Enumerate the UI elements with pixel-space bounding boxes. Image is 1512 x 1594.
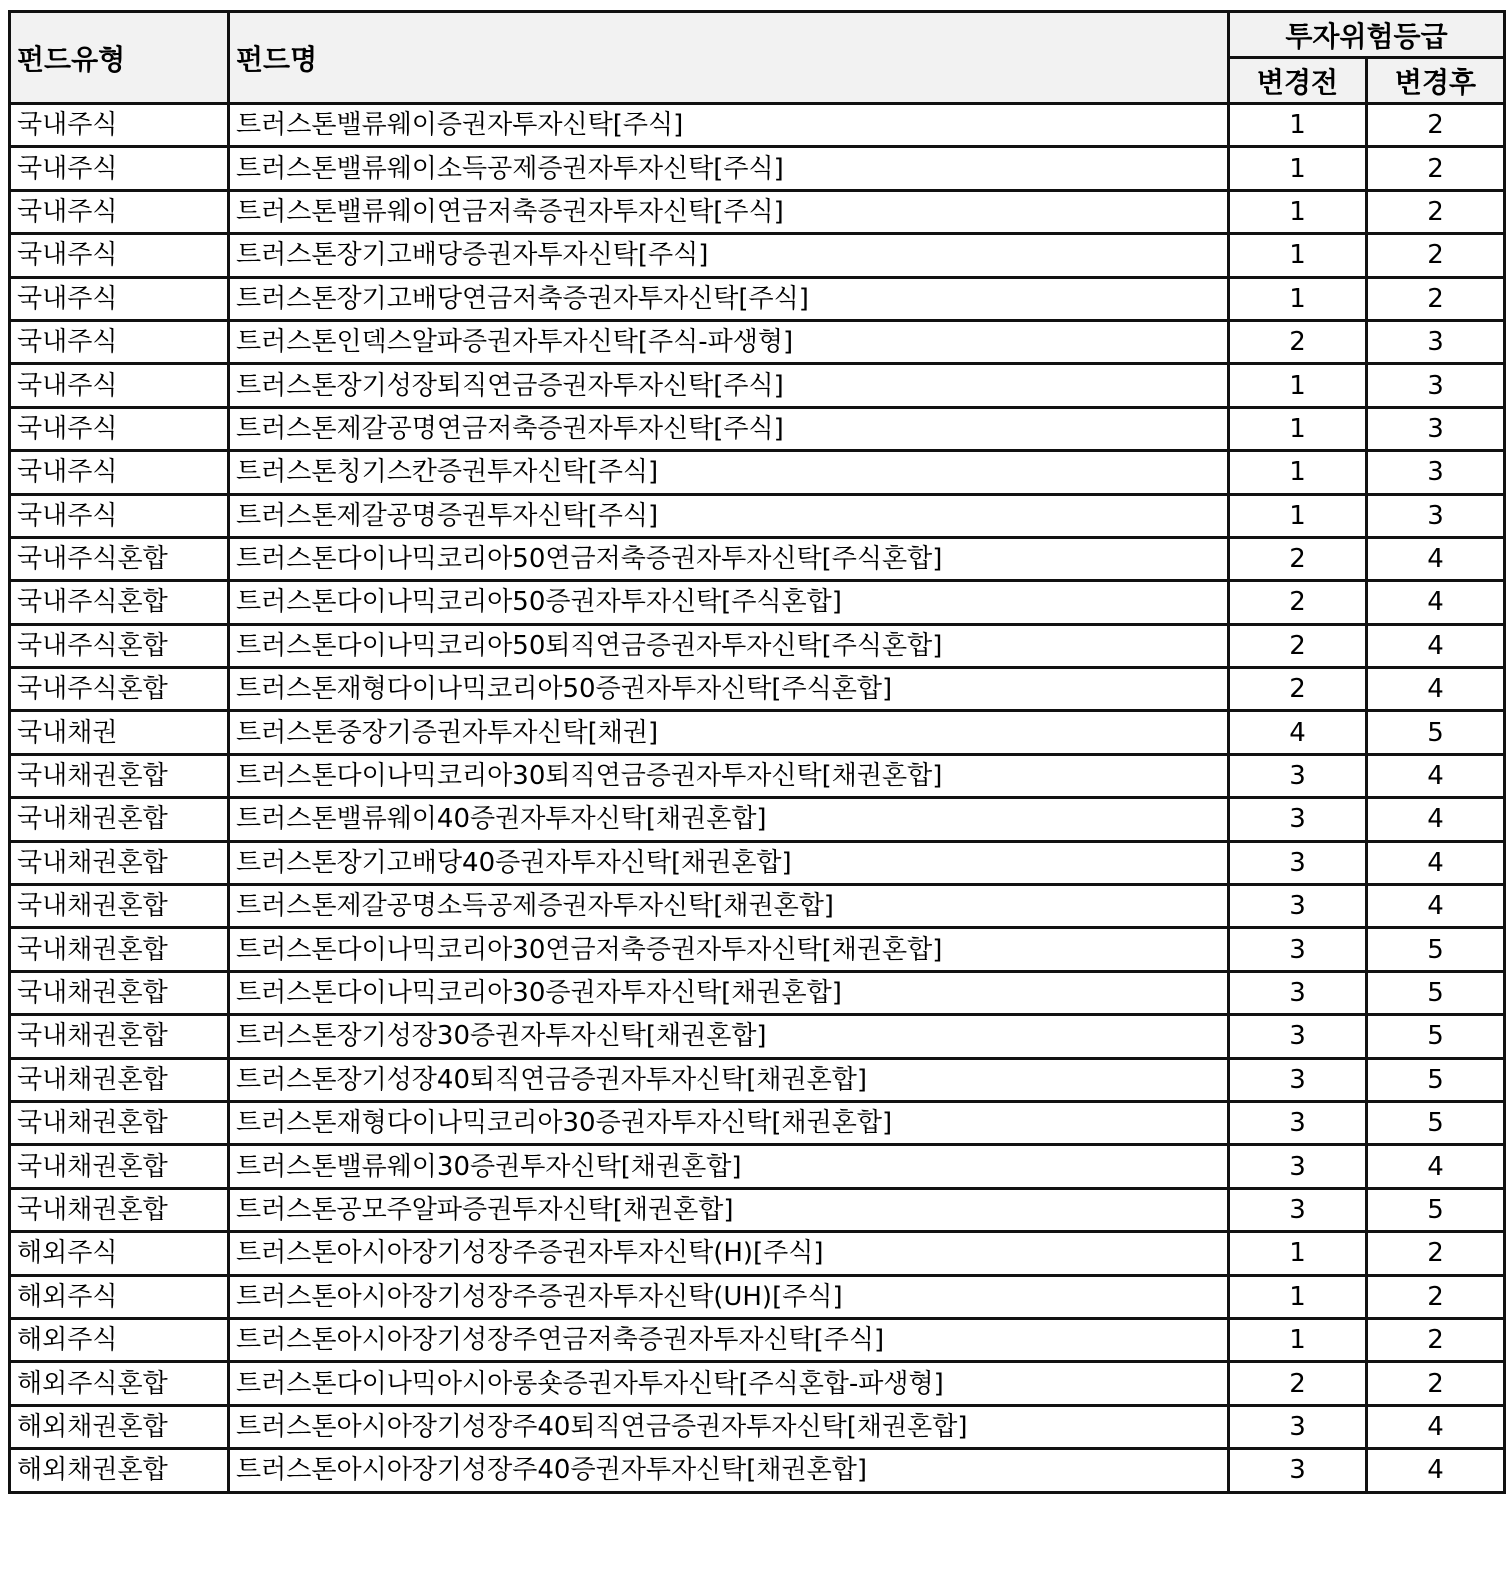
fund-type-cell: 국내채권혼합: [10, 1188, 229, 1231]
fund-name-cell: 트러스톤장기성장40퇴직연금증권자투자신탁[채권혼합]: [229, 1058, 1229, 1101]
table-row: [10, 711, 1505, 754]
table-row: [10, 885, 1505, 928]
risk-before-cell: 1: [1229, 364, 1367, 407]
table-header: [10, 12, 1505, 104]
fund-name-cell: 트러스톤다이나믹코리아30퇴직연금증권자투자신탁[채권혼합]: [229, 754, 1229, 797]
fund-name-cell: 트러스톤다이나믹코리아50연금저축증권자투자신탁[주식혼합]: [229, 537, 1229, 580]
fund-type-cell: 국내채권혼합: [10, 1058, 229, 1101]
fund-type-cell: 해외주식: [10, 1232, 229, 1275]
fund-name-cell: 트러스톤아시아장기성장주증권자투자신탁(UH)[주식]: [229, 1275, 1229, 1318]
fund-name-cell: 트러스톤밸류웨이소득공제증권자투자신탁[주식]: [229, 147, 1229, 190]
risk-before-cell: 2: [1229, 1362, 1367, 1405]
fund-name-cell: 트러스톤아시아장기성장주증권자투자신탁(H)[주식]: [229, 1232, 1229, 1275]
table-row: [10, 754, 1505, 797]
fund-type-cell: 국내채권: [10, 711, 229, 754]
risk-after-cell: 2: [1367, 1232, 1505, 1275]
table-row: [10, 928, 1505, 971]
table-row: [10, 537, 1505, 580]
risk-after-cell: 4: [1367, 537, 1505, 580]
risk-after-cell: 4: [1367, 754, 1505, 797]
risk-after-cell: 5: [1367, 1015, 1505, 1058]
risk-after-cell: 2: [1367, 104, 1505, 147]
table-row: [10, 494, 1505, 537]
table-row: [10, 407, 1505, 450]
fund-name-cell: 트러스톤제갈공명연금저축증권자투자신탁[주식]: [229, 407, 1229, 450]
fund-type-cell: 국내주식: [10, 451, 229, 494]
table-row: [10, 277, 1505, 320]
fund-name-cell: 트러스톤밸류웨이30증권투자신탁[채권혼합]: [229, 1145, 1229, 1188]
fund-name-cell: 트러스톤장기고배당증권자투자신탁[주식]: [229, 234, 1229, 277]
risk-before-cell: 3: [1229, 798, 1367, 841]
fund-type-cell: 국내채권혼합: [10, 841, 229, 884]
header-after: 변경후: [1367, 58, 1505, 104]
fund-type-cell: 국내주식혼합: [10, 624, 229, 667]
risk-after-cell: 2: [1367, 147, 1505, 190]
risk-after-cell: 2: [1367, 277, 1505, 320]
table-row: [10, 971, 1505, 1014]
fund-type-cell: 국내주식: [10, 494, 229, 537]
table-row: [10, 1318, 1505, 1361]
fund-name-cell: 트러스톤밸류웨이40증권자투자신탁[채권혼합]: [229, 798, 1229, 841]
fund-name-cell: 트러스톤재형다이나믹코리아30증권자투자신탁[채권혼합]: [229, 1101, 1229, 1144]
fund-name-cell: 트러스톤인덱스알파증권자투자신탁[주식-파생형]: [229, 320, 1229, 363]
risk-after-cell: 2: [1367, 1275, 1505, 1318]
risk-after-cell: 4: [1367, 1145, 1505, 1188]
risk-after-cell: 4: [1367, 798, 1505, 841]
fund-name-cell: 트러스톤다이나믹코리아50증권자투자신탁[주식혼합]: [229, 581, 1229, 624]
fund-name-cell: 트러스톤아시아장기성장주40증권자투자신탁[채권혼합]: [229, 1449, 1229, 1492]
table-row: [10, 147, 1505, 190]
fund-name-cell: 트러스톤장기고배당40증권자투자신탁[채권혼합]: [229, 841, 1229, 884]
risk-after-cell: 2: [1367, 190, 1505, 233]
fund-type-cell: 국내주식혼합: [10, 668, 229, 711]
risk-after-cell: 2: [1367, 1362, 1505, 1405]
fund-name-cell: 트러스톤밸류웨이증권자투자신탁[주식]: [229, 104, 1229, 147]
risk-before-cell: 4: [1229, 711, 1367, 754]
fund-type-cell: 국내주식: [10, 234, 229, 277]
fund-type-cell: 국내주식: [10, 104, 229, 147]
risk-after-cell: 3: [1367, 451, 1505, 494]
risk-before-cell: 1: [1229, 494, 1367, 537]
fund-name-cell: 트러스톤장기성장30증권자투자신탁[채권혼합]: [229, 1015, 1229, 1058]
risk-before-cell: 1: [1229, 407, 1367, 450]
fund-type-cell: 국내채권혼합: [10, 928, 229, 971]
risk-after-cell: 3: [1367, 364, 1505, 407]
table-row: [10, 841, 1505, 884]
risk-before-cell: 2: [1229, 668, 1367, 711]
risk-before-cell: 1: [1229, 1318, 1367, 1361]
table-row: [10, 1449, 1505, 1492]
fund-name-cell: 트러스톤중장기증권자투자신탁[채권]: [229, 711, 1229, 754]
fund-name-cell: 트러스톤제갈공명소득공제증권자투자신탁[채권혼합]: [229, 885, 1229, 928]
risk-after-cell: 4: [1367, 1449, 1505, 1492]
risk-before-cell: 3: [1229, 971, 1367, 1014]
table-row: [10, 624, 1505, 667]
header-fund-name: 펀드명: [229, 12, 1229, 104]
fund-type-cell: 국내채권혼합: [10, 1015, 229, 1058]
risk-before-cell: 3: [1229, 928, 1367, 971]
fund-type-cell: 국내주식: [10, 277, 229, 320]
fund-name-cell: 트러스톤다이나믹아시아롱숏증권자투자신탁[주식혼합-파생형]: [229, 1362, 1229, 1405]
fund-name-cell: 트러스톤공모주알파증권투자신탁[채권혼합]: [229, 1188, 1229, 1231]
table-row: [10, 581, 1505, 624]
fund-risk-table: [8, 10, 1506, 1494]
fund-type-cell: 해외주식혼합: [10, 1362, 229, 1405]
fund-type-cell: 해외주식: [10, 1318, 229, 1361]
fund-type-cell: 국내주식: [10, 320, 229, 363]
table-row: [10, 1101, 1505, 1144]
fund-type-cell: 국내주식: [10, 190, 229, 233]
fund-type-cell: 국내채권혼합: [10, 754, 229, 797]
risk-after-cell: 4: [1367, 1405, 1505, 1448]
table-row: [10, 364, 1505, 407]
header-row-1: [10, 12, 1505, 58]
table-row: [10, 1405, 1505, 1448]
fund-name-cell: 트러스톤다이나믹코리아50퇴직연금증권자투자신탁[주식혼합]: [229, 624, 1229, 667]
risk-before-cell: 2: [1229, 624, 1367, 667]
risk-after-cell: 5: [1367, 1101, 1505, 1144]
risk-after-cell: 4: [1367, 581, 1505, 624]
risk-before-cell: 2: [1229, 537, 1367, 580]
fund-name-cell: 트러스톤다이나믹코리아30증권자투자신탁[채권혼합]: [229, 971, 1229, 1014]
risk-after-cell: 4: [1367, 668, 1505, 711]
header-fund-type: 펀드유형: [10, 12, 229, 104]
fund-type-cell: 국내주식: [10, 147, 229, 190]
fund-name-cell: 트러스톤다이나믹코리아30연금저축증권자투자신탁[채권혼합]: [229, 928, 1229, 971]
fund-type-cell: 국내채권혼합: [10, 971, 229, 1014]
risk-after-cell: 5: [1367, 1188, 1505, 1231]
header-risk-grade: 투자위험등급: [1229, 12, 1505, 58]
risk-after-cell: 2: [1367, 234, 1505, 277]
risk-before-cell: 2: [1229, 581, 1367, 624]
table-row: [10, 190, 1505, 233]
risk-before-cell: 3: [1229, 1449, 1367, 1492]
risk-after-cell: 2: [1367, 1318, 1505, 1361]
table-row: [10, 104, 1505, 147]
fund-name-cell: 트러스톤밸류웨이연금저축증권자투자신탁[주식]: [229, 190, 1229, 233]
risk-after-cell: 5: [1367, 928, 1505, 971]
risk-after-cell: 3: [1367, 407, 1505, 450]
fund-type-cell: 국내주식: [10, 407, 229, 450]
table-row: [10, 1058, 1505, 1101]
table-row: [10, 451, 1505, 494]
fund-type-cell: 국내채권혼합: [10, 798, 229, 841]
risk-before-cell: 1: [1229, 104, 1367, 147]
table-row: [10, 320, 1505, 363]
table-row: [10, 668, 1505, 711]
table-row: [10, 1015, 1505, 1058]
risk-before-cell: 3: [1229, 1101, 1367, 1144]
risk-before-cell: 1: [1229, 451, 1367, 494]
fund-name-cell: 트러스톤아시아장기성장주40퇴직연금증권자투자신탁[채권혼합]: [229, 1405, 1229, 1448]
table-body: [10, 104, 1505, 1493]
table-row: [10, 1145, 1505, 1188]
risk-before-cell: 3: [1229, 841, 1367, 884]
fund-type-cell: 국내주식혼합: [10, 537, 229, 580]
risk-after-cell: 5: [1367, 711, 1505, 754]
fund-name-cell: 트러스톤재형다이나믹코리아50증권자투자신탁[주식혼합]: [229, 668, 1229, 711]
risk-before-cell: 1: [1229, 1232, 1367, 1275]
risk-before-cell: 3: [1229, 1405, 1367, 1448]
table-row: [10, 1275, 1505, 1318]
risk-after-cell: 5: [1367, 971, 1505, 1014]
fund-type-cell: 해외채권혼합: [10, 1449, 229, 1492]
fund-name-cell: 트러스톤칭기스칸증권투자신탁[주식]: [229, 451, 1229, 494]
fund-name-cell: 트러스톤장기성장퇴직연금증권자투자신탁[주식]: [229, 364, 1229, 407]
fund-type-cell: 해외채권혼합: [10, 1405, 229, 1448]
table-row: [10, 234, 1505, 277]
risk-before-cell: 3: [1229, 1058, 1367, 1101]
table-row: [10, 1188, 1505, 1231]
risk-before-cell: 1: [1229, 234, 1367, 277]
risk-before-cell: 1: [1229, 190, 1367, 233]
risk-after-cell: 5: [1367, 1058, 1505, 1101]
fund-risk-table-container: [8, 10, 1503, 1494]
risk-before-cell: 2: [1229, 320, 1367, 363]
fund-type-cell: 국내주식: [10, 364, 229, 407]
risk-after-cell: 3: [1367, 494, 1505, 537]
risk-before-cell: 3: [1229, 1188, 1367, 1231]
fund-name-cell: 트러스톤아시아장기성장주연금저축증권자투자신탁[주식]: [229, 1318, 1229, 1361]
risk-after-cell: 4: [1367, 624, 1505, 667]
risk-after-cell: 4: [1367, 885, 1505, 928]
risk-before-cell: 3: [1229, 1015, 1367, 1058]
fund-type-cell: 국내주식혼합: [10, 581, 229, 624]
fund-type-cell: 국내채권혼합: [10, 1145, 229, 1188]
fund-type-cell: 국내채권혼합: [10, 1101, 229, 1144]
fund-type-cell: 해외주식: [10, 1275, 229, 1318]
table-row: [10, 798, 1505, 841]
table-row: [10, 1232, 1505, 1275]
risk-before-cell: 3: [1229, 1145, 1367, 1188]
fund-name-cell: 트러스톤제갈공명증권투자신탁[주식]: [229, 494, 1229, 537]
risk-before-cell: 1: [1229, 277, 1367, 320]
risk-before-cell: 3: [1229, 754, 1367, 797]
header-before: 변경전: [1229, 58, 1367, 104]
fund-type-cell: 국내채권혼합: [10, 885, 229, 928]
risk-before-cell: 1: [1229, 147, 1367, 190]
risk-before-cell: 3: [1229, 885, 1367, 928]
fund-name-cell: 트러스톤장기고배당연금저축증권자투자신탁[주식]: [229, 277, 1229, 320]
risk-after-cell: 3: [1367, 320, 1505, 363]
table-row: [10, 1362, 1505, 1405]
risk-after-cell: 4: [1367, 841, 1505, 884]
risk-before-cell: 1: [1229, 1275, 1367, 1318]
